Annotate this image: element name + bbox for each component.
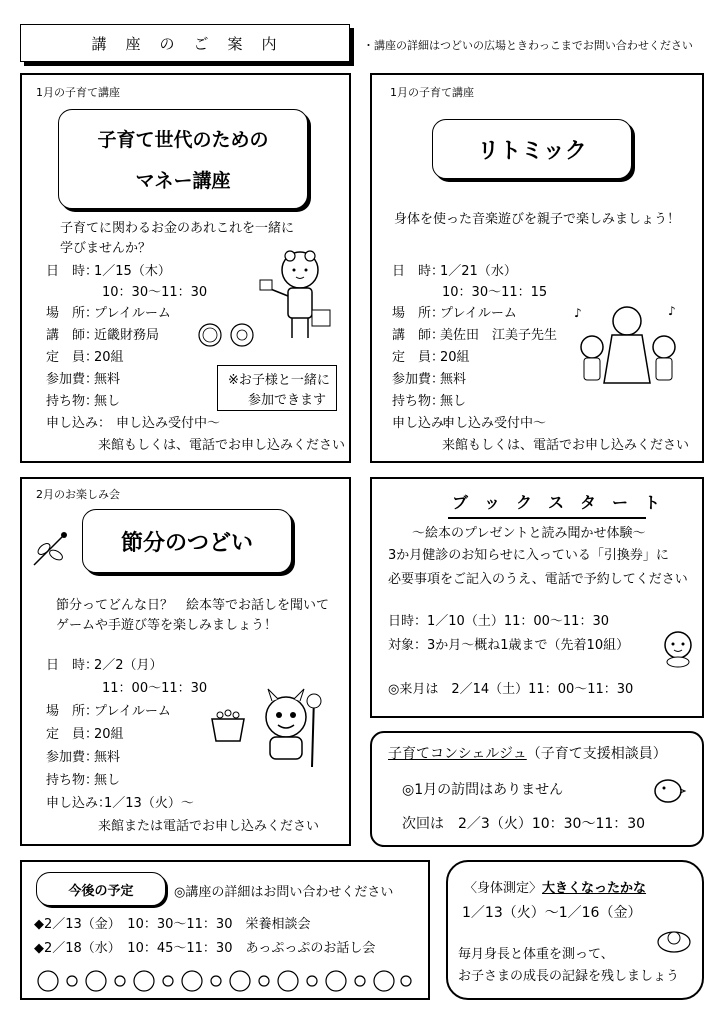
coin-icon: [198, 323, 222, 347]
rhythmic-apply-line2: 来館もしくは、電話でお申し込みください: [442, 438, 690, 453]
rhythmic-capacity-row: [392, 351, 470, 364]
bean-box-icon: [208, 705, 248, 745]
rhythmic-intro: 身体を使った音楽遊びを親子で楽しみましょう！: [394, 212, 681, 227]
concierge-next-label: 次回は: [402, 816, 444, 832]
money-note-box: [217, 365, 337, 411]
measure-line1: 毎月身長と体重を測って、: [458, 947, 614, 962]
setsubun-place-label: 場 所：: [46, 704, 99, 719]
money-note-line2: 参加できます: [248, 393, 327, 408]
money-capacity: 20組: [94, 350, 124, 365]
setsubun-apply: 1／13（火）〜: [104, 796, 194, 811]
setsubun-apply-row: [46, 797, 194, 810]
rhythmic-place-label: 場 所：: [392, 306, 445, 321]
setsubun-title: 節分のつどい: [120, 530, 253, 556]
money-apply-line2: 来館もしくは、電話でお申し込みください: [98, 438, 346, 453]
bookstart-line1: 3か月健診のお知らせに入っている「引換券」に: [388, 548, 669, 563]
money-capacity-label: 定 員：: [46, 350, 99, 365]
setsubun-capacity-row: [46, 728, 124, 741]
bookstart-line2: 必要事項をご記入のうえ、電話で予約してください: [388, 572, 688, 587]
money-apply: 申し込み受付中〜: [116, 416, 221, 431]
rhythmic-capacity: 20組: [440, 350, 470, 365]
rhythmic-bring: 無し: [440, 394, 467, 409]
header-note: ・講座の詳細はつどいの広場ときわっこまでお問い合わせください: [363, 39, 693, 52]
setsubun-tag: 2月のお楽しみ会: [36, 488, 120, 501]
measure-title-row: [464, 882, 646, 895]
schedule-note: ◎講座の詳細はお問い合わせください: [174, 885, 394, 900]
money-lecturer: 近畿財務局: [94, 328, 160, 343]
rhythmic-time: 10：30〜11：15: [442, 285, 548, 300]
bookstart-title: ブ ッ ク ス タ ー ト: [452, 493, 661, 512]
setsubun-place: プレイルーム: [94, 704, 171, 719]
rhythmic-lecturer: 美佐田 江美子先生: [440, 328, 558, 343]
coin-icon: [230, 323, 254, 347]
setsubun-fee: 無料: [94, 750, 121, 765]
concierge-next: 2／3（火）10：30〜11：30: [458, 816, 646, 832]
concierge-title: 子育てコンシェルジュ: [388, 746, 527, 762]
body-measurement-panel: [446, 860, 704, 1000]
money-place-row: [46, 307, 171, 320]
schedule-title: 今後の予定: [68, 883, 134, 899]
money-lecturer-row: [46, 329, 159, 342]
money-title-line2: マネー講座: [135, 170, 231, 192]
money-course-panel: [20, 73, 351, 463]
concierge-next-row: [402, 817, 645, 831]
money-apply-row: [46, 417, 220, 430]
money-title-pill: [58, 109, 308, 209]
rhythmic-apply-row: [392, 417, 546, 430]
setsubun-fee-row: [46, 751, 120, 764]
concierge-title-sub: （子育て支援相談員）: [526, 746, 667, 762]
setsubun-apply-label: 申し込み：: [46, 796, 112, 811]
rhythmic-date-label: 日 時：: [392, 264, 445, 279]
money-date-row: [46, 265, 171, 278]
bookstart-panel: [370, 477, 704, 718]
setsubun-capacity-label: 定 員：: [46, 727, 99, 742]
rhythmic-place-row: [392, 307, 517, 320]
baby-icon: [658, 627, 698, 667]
setsubun-bring: 無し: [94, 773, 121, 788]
concierge-line1: ◎1月の訪問はありません: [402, 782, 564, 798]
money-date: 1／15（木）: [94, 264, 171, 279]
rhythmic-date-row: [392, 265, 517, 278]
money-fee-row: [46, 373, 120, 386]
money-time: 10：30〜11：30: [102, 285, 208, 300]
rhythmic-capacity-label: 定 員：: [392, 350, 445, 365]
concierge-panel: [370, 731, 704, 847]
money-lecturer-label: 講 師：: [46, 328, 99, 343]
rhythmic-lecturer-row: [392, 329, 557, 342]
money-place: プレイルーム: [94, 306, 171, 321]
holly-sprig-icon: [30, 529, 70, 569]
money-bring-row: [46, 395, 120, 408]
money-place-label: 場 所：: [46, 306, 99, 321]
money-capacity-row: [46, 351, 124, 364]
setsubun-date-label: 日 時：: [46, 658, 99, 673]
rhythmic-apply: 申し込み受付中〜: [442, 416, 547, 431]
rhythmic-fee: 無料: [440, 372, 467, 387]
setsubun-intro-line2: ゲームや手遊び等を楽しみましょう！: [56, 618, 278, 633]
rhythmic-course-panel: [370, 73, 704, 463]
money-date-label: 日 時：: [46, 264, 99, 279]
rhythmic-date: 1／21（水）: [440, 264, 517, 279]
setsubun-fee-label: 参加費：: [46, 750, 99, 765]
header-title-box: [20, 24, 350, 62]
setsubun-bring-row: [46, 774, 120, 787]
money-title-line1: 子育て世代のための: [97, 129, 269, 151]
setsubun-title-pill: [82, 509, 292, 573]
rhythmic-place: プレイルーム: [440, 306, 517, 321]
family-dancing-illustration: [572, 303, 682, 393]
schedule-title-pill: [36, 872, 166, 906]
measure-line2: お子さまの成長の記録を残しましょう: [458, 969, 680, 984]
rhythmic-apply-label: 申し込み：: [392, 416, 458, 431]
bookstart-title-underline: [448, 517, 646, 519]
money-fee: 無料: [94, 372, 121, 387]
girl-with-bag-illustration: [260, 248, 340, 348]
chick-icon: [652, 775, 686, 805]
money-tag: 1月の子育て講座: [36, 86, 120, 99]
setsubun-capacity: 20組: [94, 727, 124, 742]
svg-text:♪: ♪: [574, 306, 582, 320]
measure-title: 大きくなったかな: [542, 881, 647, 896]
concierge-title-row: [388, 747, 667, 761]
schedule-item: ◆2／13（金） 10：30〜11：30 栄養相談会: [34, 917, 311, 932]
bookstart-subtitle: 〜絵本のプレゼントと読み聞かせ体験〜: [412, 526, 646, 541]
schedule-item: ◆2／18（水） 10：45〜11：30 あっぷっぷのお話し会: [34, 941, 376, 956]
setsubun-bring-label: 持ち物：: [46, 773, 99, 788]
setsubun-apply-line2: 来館または電話でお申し込みください: [98, 819, 320, 834]
setsubun-date-row: [46, 659, 163, 672]
svg-text:♪: ♪: [668, 304, 676, 318]
baby-scale-icon: [656, 926, 692, 956]
header-title: 講 座 の ご 案 内: [91, 34, 279, 53]
money-intro-line1: 子育てに関わるお金のあれこれを一緒に: [60, 221, 295, 236]
rhythmic-tag: 1月の子育て講座: [390, 86, 474, 99]
measure-dates: 1／13（火）〜1／16（金）: [462, 905, 642, 921]
bookstart-next: ◎来月は 2／14（土）11：00〜11：30: [388, 682, 634, 697]
measure-tag: 〈身体測定〉: [464, 881, 543, 896]
money-bring-label: 持ち物：: [46, 394, 99, 409]
rhythmic-fee-label: 参加費：: [392, 372, 445, 387]
setsubun-time: 11：00〜11：30: [102, 681, 208, 696]
rhythmic-title: リトミック: [477, 138, 587, 164]
rhythmic-fee-row: [392, 373, 466, 386]
bookstart-date: 日時：1／10（土）11：00〜11：30: [388, 614, 609, 629]
money-intro-line2: 学びませんか？: [60, 241, 152, 256]
rhythmic-lecturer-label: 講 師：: [392, 328, 445, 343]
rhythmic-bring-row: [392, 395, 466, 408]
money-note-line1: ※お子様と一緒に: [228, 373, 330, 388]
money-bring: 無し: [94, 394, 121, 409]
bookstart-target: 対象：3か月〜概ね1歳まで（先着10組）: [388, 638, 630, 653]
schedule-panel: [20, 860, 430, 1000]
rhythmic-title-pill: [432, 119, 632, 179]
setsubun-panel: [20, 477, 351, 846]
setsubun-date: 2／2（月）: [94, 658, 163, 673]
money-apply-label: 申し込み：: [46, 416, 112, 431]
setsubun-place-row: [46, 705, 171, 718]
rhythmic-bring-label: 持ち物：: [392, 394, 445, 409]
character-border-decoration: [36, 966, 416, 996]
oni-demon-illustration: [254, 687, 334, 773]
money-fee-label: 参加費：: [46, 372, 99, 387]
setsubun-intro-line1: 節分ってどんな日？ 絵本等でお話しを聞いて: [56, 598, 330, 613]
